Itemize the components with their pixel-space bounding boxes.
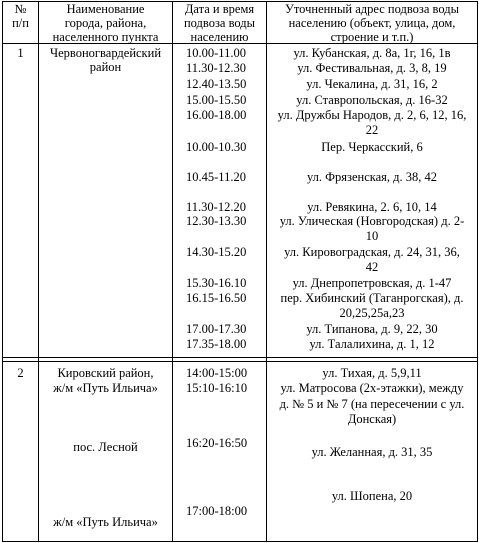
row2-place: Кировский район,	[57, 366, 154, 380]
row1-time: 16.00-18.00	[186, 108, 247, 122]
row1-address: ул. Кубанская, д. 8а, 1г, 16, 1в	[293, 46, 451, 60]
row2-place: пос. Лесной	[73, 440, 138, 454]
row1-address: пер. Хибинский (Таганрогская), д.	[280, 291, 464, 305]
row1-address: ул. Типанова, д. 9, 22, 30	[306, 322, 438, 336]
row1-address: ул. Улическая (Новгородская) д. 2-	[279, 214, 465, 228]
table-border-left	[2, 1, 3, 542]
row1-time: 10.00-11.00	[186, 46, 246, 60]
table-border-right	[477, 1, 478, 542]
row2-time: 14:00-15:00	[186, 366, 248, 380]
row1-time: 11.30-12.30	[186, 61, 246, 75]
row2-num: 2	[17, 366, 24, 380]
row2-address: Донская)	[347, 412, 397, 426]
row1-time: 17.35-18.00	[186, 337, 247, 351]
row1-address: ул. Кировоградская, д. 24, 31, 36,	[284, 245, 460, 259]
row1-address: ул. Дружбы Народов, д. 2, 6, 12, 16,	[277, 108, 467, 122]
col-divider-2	[172, 1, 173, 542]
row1-time: 10.00-10.30	[186, 140, 247, 154]
row1-num: 1	[17, 46, 24, 60]
row1-address: Пер. Черкасский, 6	[321, 140, 423, 154]
table-border-bottom	[2, 541, 478, 542]
row1-address: 20,25,25а,23	[339, 306, 405, 320]
row2-address: ул. Тихая, д. 5,9,11	[322, 366, 422, 380]
row1-address: 22	[365, 123, 379, 137]
header-address: Уточненный адрес подвоза воды населению (объект, улица, дом, строение и т.п.)	[285, 2, 459, 44]
row1-address: ул. Талалихина, д. 1, 12	[309, 337, 435, 351]
row1-address: ул. Чекалина, д. 31, 16, 2	[306, 77, 438, 91]
row1-time: 17.00-17.30	[186, 322, 247, 336]
row1-time: 10.45-11.20	[186, 170, 246, 184]
row1-time: 12.40-13.50	[186, 77, 247, 91]
row1-address: ул. Фестивальная, д. 3, 8, 19	[297, 61, 447, 75]
row1-place: Червоногвардейский район	[49, 46, 162, 74]
row1-address: ул. Днепропетровская, д. 1-47	[292, 276, 452, 290]
row1-address: 42	[365, 260, 379, 274]
row-divider-double	[2, 361, 478, 362]
row1-time: 16.15-16.50	[186, 291, 247, 305]
row2-address: ул. Шопена, 20	[331, 489, 413, 503]
row1-time: 12.30-13.30	[186, 214, 247, 228]
header-place: Наименование города, района, населенного пункта	[52, 2, 159, 44]
row1-address: ул. Ставропольская, д. 16-32	[296, 93, 448, 107]
row1-time: 14.30-15.20	[186, 245, 247, 259]
row2-time: 16:20-16:50	[186, 436, 248, 450]
header-num: № п/п	[12, 2, 29, 30]
col-divider-1	[38, 1, 39, 542]
row2-place: ж/м «Путь Ильича»	[53, 515, 158, 529]
header-time: Дата и время подвоза воды населению	[183, 2, 256, 44]
row1-time: 15.00-15.50	[186, 93, 247, 107]
row2-address: ул. Матросова (2х-этажки), между	[280, 381, 464, 395]
row2-address: д. № 5 и № 7 (на пересечении с ул.	[279, 397, 465, 411]
row2-time: 15:10-16:10	[186, 381, 248, 395]
row1-address: ул. Фрязенская, д. 38, 42	[306, 170, 438, 184]
row1-time: 15.30-16.10	[186, 276, 247, 290]
row1-time: 11.30-12.20	[186, 200, 246, 214]
row1-address: 10	[365, 229, 379, 243]
row2-time: 17:00-18:00	[186, 504, 248, 518]
row2-place: ж/м «Путь Ильича»	[53, 381, 158, 395]
row2-address: ул. Желанная, д. 31, 35	[311, 445, 433, 459]
row-divider	[2, 357, 478, 358]
row1-address: ул. Ревякина, 2. 6, 10, 14	[307, 200, 437, 214]
